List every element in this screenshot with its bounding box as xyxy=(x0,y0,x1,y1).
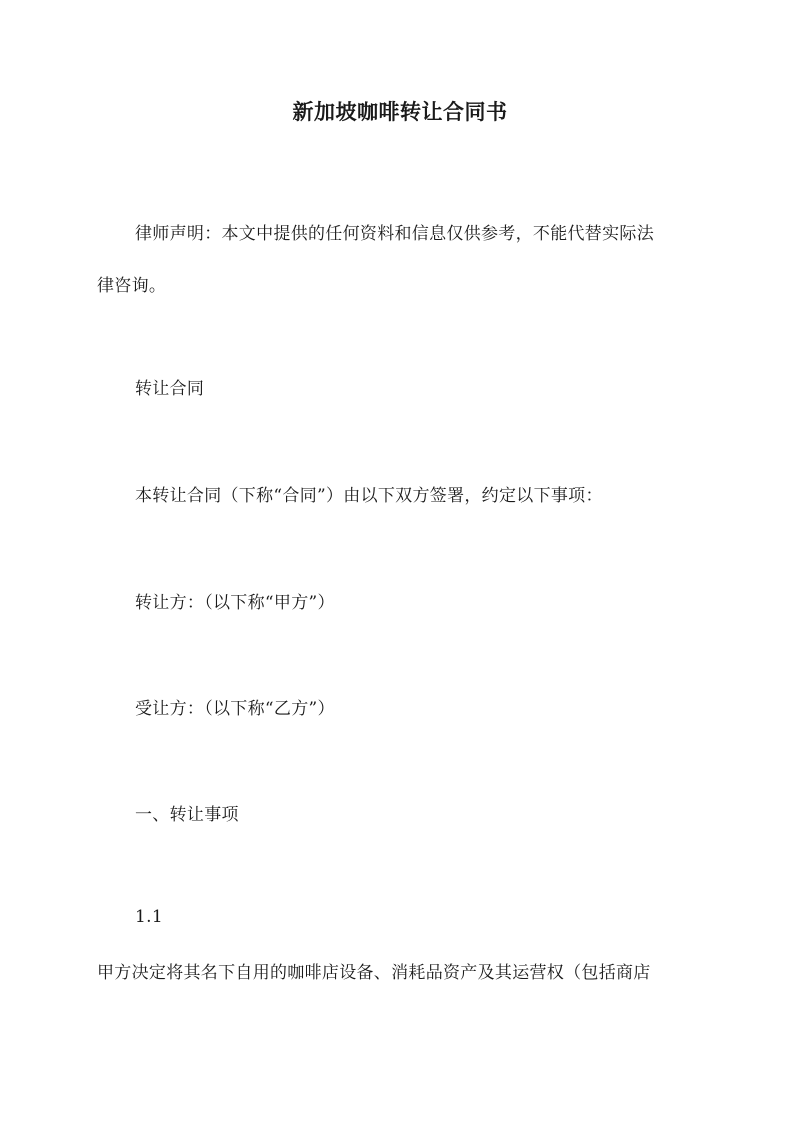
clause-number: 1.1 xyxy=(135,907,163,927)
contract-heading: 转让合同 xyxy=(135,379,205,399)
transferee-line: 受让方：（以下称“乙方”） xyxy=(135,699,335,719)
section-1-heading: 一、转让事项 xyxy=(135,805,239,825)
transferor-line: 转让方：（以下称“甲方”） xyxy=(135,593,335,613)
disclaimer-line-1: 律师声明：本文中提供的任何资料和信息仅供参考，不能代替实际法 xyxy=(135,224,654,244)
document-title: 新加坡咖啡转让合同书 xyxy=(292,99,508,124)
contract-intro: 本转让合同（下称“合同”）由以下双方签署，约定以下事项： xyxy=(135,486,603,506)
clause-text: 甲方决定将其名下自用的咖啡店设备、消耗品资产及其运营权（包括商店 xyxy=(97,963,651,983)
disclaimer-line-2: 律咨询。 xyxy=(97,276,167,296)
